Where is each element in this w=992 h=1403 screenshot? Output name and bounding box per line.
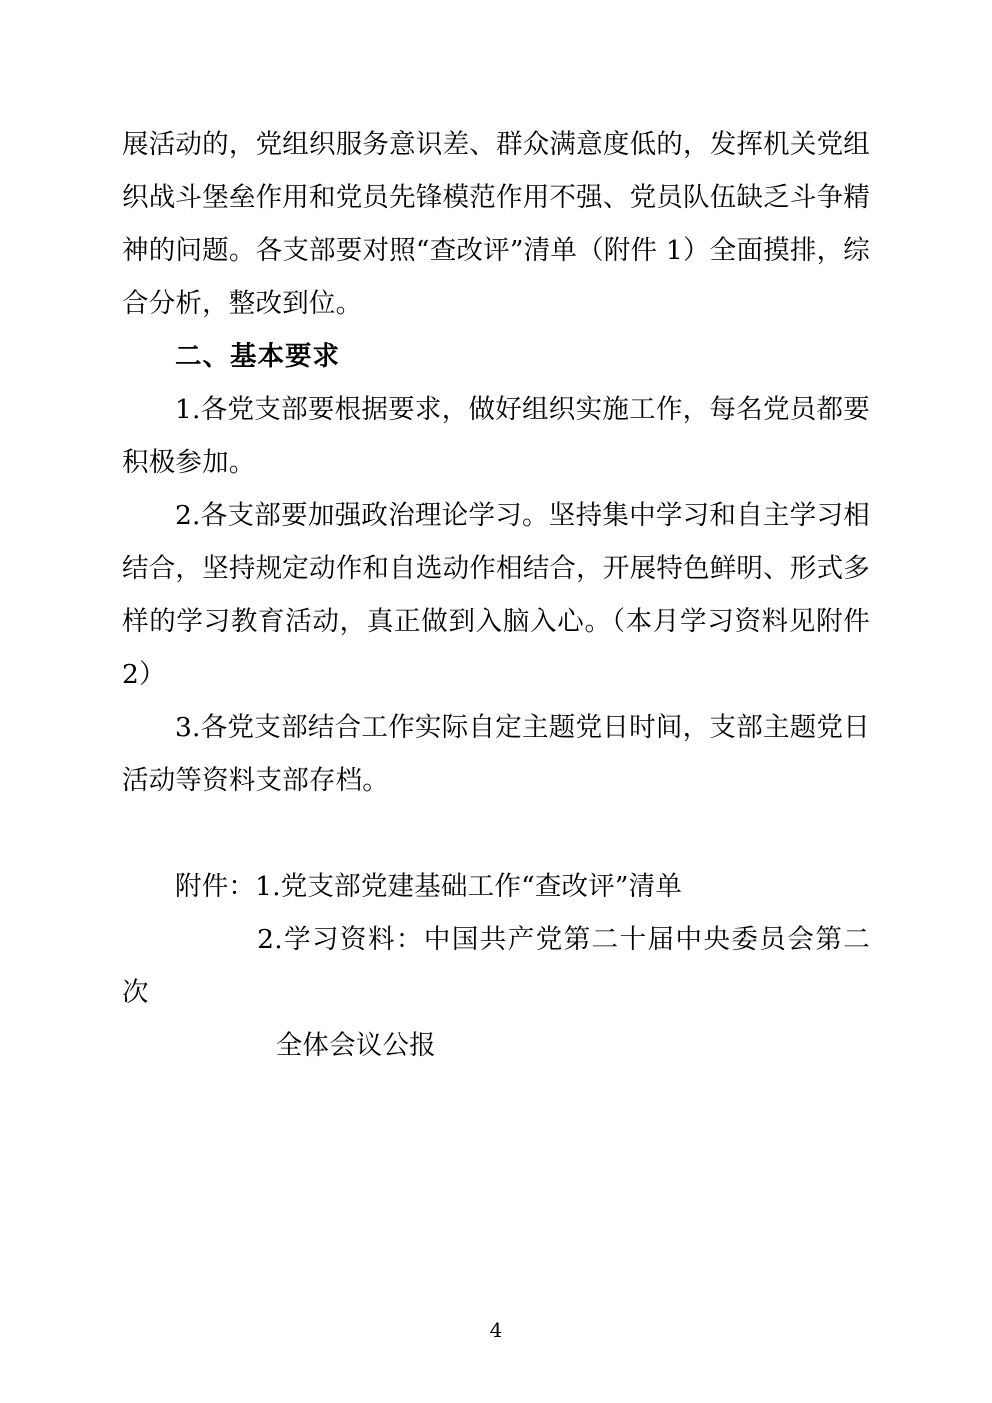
paragraph-requirement-1: 1.各党支部要根据要求，做好组织实施工作，每名党员都要积极参加。 — [122, 394, 870, 478]
section-spacer — [122, 807, 870, 860]
document-body — [122, 118, 870, 1072]
paragraph-requirement-3: 3.各党支部结合工作实际自定主题党日时间，支部主题党日活动等资料支部存档。 — [122, 712, 870, 796]
attachment-item-2-continuation: 全体会议公报 — [275, 1030, 436, 1061]
paragraph-requirement-2: 2.各支部要加强政治理论学习。坚持集中学习和自主学习相结合，坚持规定动作和自选动作相结合，开展特色鲜明、形式多样的学习教育活动，真正做到入脑入心。（本月学习资料见附件 2） — [122, 500, 870, 690]
section-heading-basic-requirements: 二、基本要求 — [175, 341, 340, 372]
attachment-item-2: 2.学习资料：中国共产党第二十届中央委员会第二次 — [122, 924, 870, 1008]
attachments-list — [122, 860, 870, 1072]
paragraph-continuation: 展活动的，党组织服务意识差、群众满意度低的，发挥机关党组织战斗堡垒作用和党员先锋模范作用不强、党员队伍缺乏斗争精神的问题。各支部要对照“查改评”清单（附件 1）全面摸排，综合分析，整改到位。 — [122, 129, 870, 319]
page-number: 4 — [489, 1318, 503, 1342]
attachment-item-1: 附件：1.党支部党建基础工作“查改评”清单 — [175, 871, 683, 902]
